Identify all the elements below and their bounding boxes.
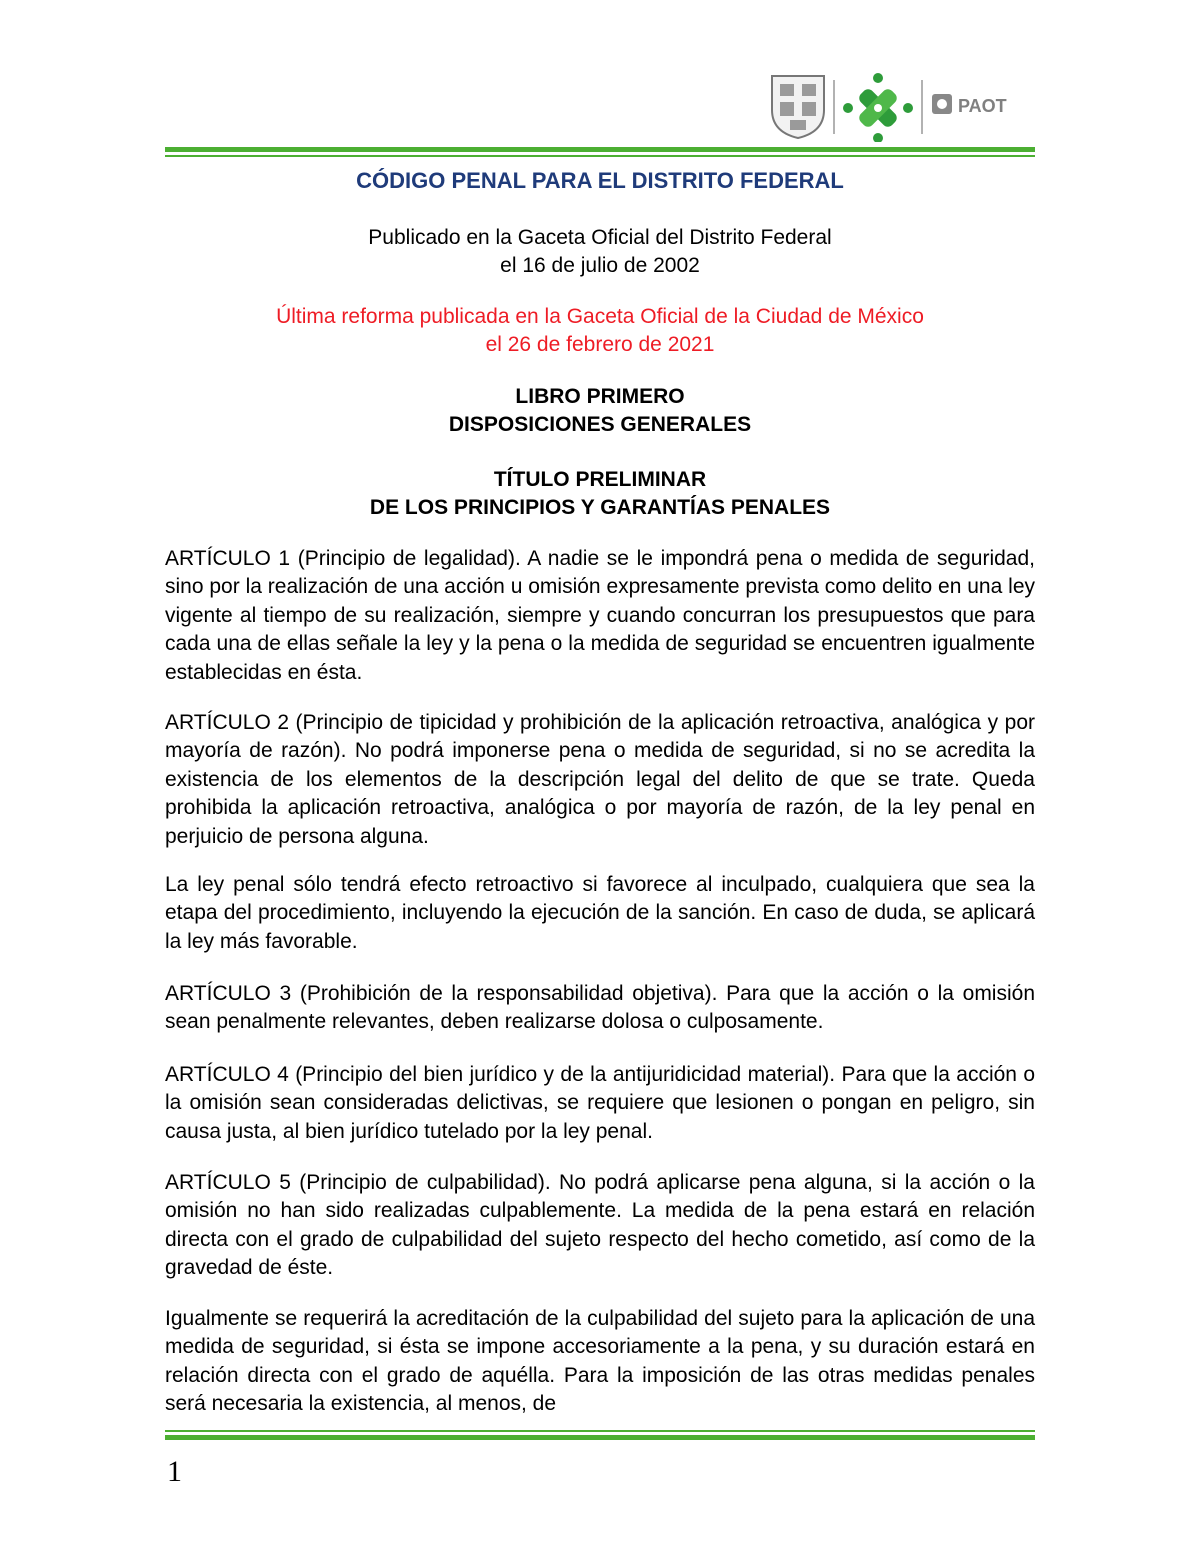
article-3-paragraph: ARTÍCULO 3 (Prohibición de la responsabilidad objetiva). Para que la acción o la omisión sean penalmente relevantes, deben realizarse dolosa o culposamente. (165, 982, 1035, 1034)
title-heading (165, 466, 1035, 522)
footer-rule-thick (165, 1435, 1035, 1440)
logos-svg (760, 70, 1040, 142)
publication-info (165, 224, 1035, 280)
last-reform-info (165, 303, 1035, 359)
header-logos (760, 70, 1040, 142)
article-2-paragraph: ARTÍCULO 2 (Principio de tipicidad y prohibición de la aplicación retroactiva, analógica y por mayoría de razón). No podrá imponerse pena o medida de seguridad, si no se acredita la existencia de los elementos de la descripción legal del delito de que se trate. Queda prohibida la aplicación retroactiva, analógica o por mayoría de razón, de la ley penal en perjuicio de persona alguna. (165, 711, 1035, 848)
book-heading (165, 383, 1035, 439)
publication-line-2: el 16 de julio de 2002 (500, 254, 700, 277)
article-5-paragraph: ARTÍCULO 5 (Principio de culpabilidad). No podrá aplicarse pena alguna, si la acción o la omisión no han sido realizadas culpablemente. La medida de la pena estará en relación directa con el grado de culpabilidad del sujeto respecto del hecho cometido, así como de la gravedad de éste. (165, 1171, 1035, 1280)
cdmx-green-emblem-icon (843, 73, 913, 142)
reform-line-2: el 26 de febrero de 2021 (485, 333, 715, 356)
footer-rule-thin (165, 1430, 1035, 1432)
header-rule-thick (165, 147, 1035, 152)
cdmx-coat-of-arms-icon (772, 76, 824, 138)
title-heading-line-1: TÍTULO PRELIMINAR (493, 468, 707, 491)
article-2-continuation-paragraph: La ley penal sólo tendrá efecto retroactivo si favorece al inculpado, cualquiera que sea la etapa del procedimiento, incluyendo la ejecución de la sanción. En caso de duda, se aplicará la ley más favorable. (165, 873, 1035, 953)
article-1-paragraph: ARTÍCULO 1 (Principio de legalidad). A nadie se le impondrá pena o medida de seguridad, sino por la realización de una acción u omisión expresamente prevista como delito en una ley vigente al tiempo de su realización, siempre y cuando concurran los presupuestos que para cada una de ellas señale la ley y la pena o la medida de seguridad se encuentren igualmente establecidas en ésta. (165, 547, 1035, 684)
publication-line-1: Publicado en la Gaceta Oficial del Distrito Federal (368, 226, 832, 249)
document-title: CÓDIGO PENAL PARA EL DISTRITO FEDERAL (356, 168, 844, 193)
page-number: 1 (167, 1455, 182, 1488)
header-rule-thin (165, 155, 1035, 157)
paot-logo-text: PAOT (958, 96, 1007, 116)
reform-line-1: Última reforma publicada en la Gaceta Oficial de la Ciudad de México (276, 305, 924, 328)
paot-logo-icon (932, 94, 1007, 116)
book-heading-line-2: DISPOSICIONES GENERALES (448, 413, 752, 436)
title-heading-line-2: DE LOS PRINCIPIOS Y GARANTÍAS PENALES (369, 496, 831, 519)
article-4-paragraph: ARTÍCULO 4 (Principio del bien jurídico y de la antijuridicidad material). Para que la acción o la omisión sean consideradas delictivas, se requiere que lesionen o pongan en peligro, sin causa justa, al bien jurídico tutelado por la ley penal. (165, 1063, 1035, 1143)
article-5-continuation-paragraph: Igualmente se requerirá la acreditación de la culpabilidad del sujeto para la aplicación de una medida de seguridad, si ésta se impone accesoriamente a la pena, y su duración estará en relación directa con el grado de aquélla. Para la imposición de las otras medidas penales será necesaria la existencia, al menos, de (165, 1307, 1035, 1416)
book-heading-line-1: LIBRO PRIMERO (515, 385, 685, 408)
